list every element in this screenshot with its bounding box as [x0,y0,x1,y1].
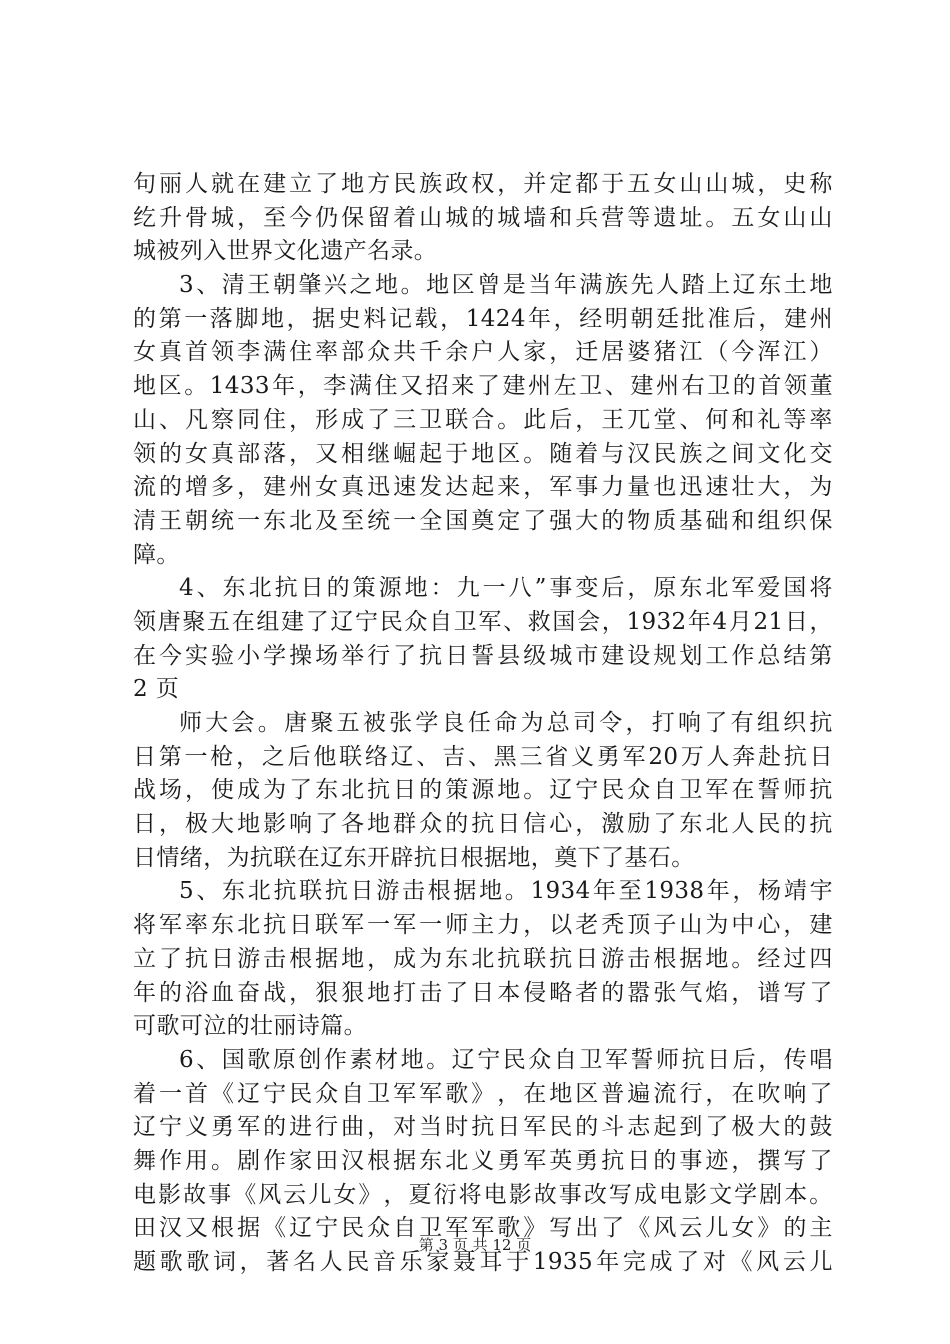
text-line: 地 区 。 1433 年 ， 李 满 住 又 招 来 了 建 州 左 卫 、 建 州 右 卫 的 首 领 董 [133,373,833,400]
text-line: 师 大 会 。 唐 聚 五 被 张 学 良 任 命 为 总 司 令 ， 打 响 了 有 组 织 抗 [179,710,833,736]
text-line: 女 真 首 领 李 满 住 率 部 众 共 千 余 户 人 家 ， 迁 居 婆 猪 江 （ 今 浑 江 ） [133,339,833,366]
text-line: 将 军 率 东 北 抗 日 联 军 一 军 一 师 主 力 ， 以 老 秃 顶 子 山 为 中 心 ， 建 [133,912,833,939]
text-line: 日 ， 极 大 地 影 响 了 各 地 群 众 的 抗 日 信 心 ， 激 励 了 东 北 人 民 的 抗 [133,811,833,838]
text-line: 题 歌 歌 词 ， 著 名 人 民 音 乐 家 聂 耳 于 1935 年 完 成 了 对 《 风 云 儿 [133,1249,833,1275]
text-line: 纥 升 骨 城 ， 至 今 仍 保 留 着 山 城 的 城 墙 和 兵 营 等 遗 址 。 五 女 山 山 [133,204,833,231]
text-line: 可歌可泣的壮丽诗篇。 [133,1013,367,1040]
text-line: 清 王 朝 统 一 东 北 及 至 统 一 全 国 奠 定 了 强 大 的 物 质 基 础 和 组 织 保 [133,507,833,534]
text-line: 城被列入世界文化遗产名录。 [133,238,438,265]
text-line: 着 一 首 《 辽 宁 民 众 自 卫 军 军 歌 》 ， 在 地 区 普 遍 流 行 ， 在 吹 响 了 [133,1080,833,1107]
text-line: 日情绪，为抗联在辽东开辟抗日根据地，奠下了基石。 [133,844,695,871]
text-line: 电 影 故 事 《 风 云 儿 女 》 ， 夏 衍 将 电 影 故 事 改 写 成 电 影 文 学 剧 本 。 [133,1181,833,1208]
text-line: 3 、 清 王 朝 肇 兴 之 地 。 地 区 曾 是 当 年 满 族 先 人 踏 上 辽 东 土 地 [179,272,833,299]
text-line: 障。 [133,541,180,568]
text-line: 辽 宁 义 勇 军 的 进 行 曲 ， 对 当 时 抗 日 军 民 的 斗 志 起 到 了 极 大 的 鼓 [133,1114,833,1141]
text-line: 领 的 女 真 部 落 ， 又 相 继 崛 起 于 地 区 。 随 着 与 汉 民 族 之 间 文 化 交 [133,440,833,467]
text-line: 山 、 凡 察 同 住 ， 形 成 了 三 卫 联 合 。 此 后 ， 王 兀 堂 、 何 和 礼 等 率 [133,406,833,433]
text-line: 日 第 一 枪 ， 之 后 他 联 络 辽 、 吉 、 黑 三 省 义 勇 军 20 万 人 奔 赴 抗 日 [133,743,833,770]
text-line: 舞 作 用 。 剧 作 家 田 汉 根 据 东 北 义 勇 军 英 勇 抗 日 的 事 迹 ， 撰 写 了 [133,1147,833,1174]
text-line: 6 、 国 歌 原 创 作 素 材 地 。 辽 宁 民 众 自 卫 军 誓 师 抗 日 后 ， 传 唱 [179,1046,833,1073]
text-line: 年 的 浴 血 奋 战 ， 狠 狠 地 打 击 了 日 本 侵 略 者 的 嚣 张 气 焰 ， 谱 写 了 [133,979,833,1006]
text-line: 的 第 一 落 脚 地 ， 据 史 料 记 载 ， 1424 年 ， 经 明 朝 廷 批 准 后 ， 建 州 [133,305,833,332]
page-footer: 第 3 页 共 12 页 [418,1236,532,1254]
text-line: 2 页 [133,676,180,703]
text-line: 4 、 东 北 抗 日 的 策 源 地 ： 九 一 八 ” 事 变 后 ， 原 东 北 军 爱 国 将 [179,575,833,602]
text-line: 领 唐 聚 五 在 组 建 了 辽 宁 民 众 自 卫 军 、 救 国 会 ， 1932 年 4 月 21 日 ， [133,608,833,635]
text-line: 战 场 ， 使 成 为 了 东 北 抗 日 的 策 源 地 。 辽 宁 民 众 自 卫 军 在 誓 师 抗 [133,777,833,804]
text-line: 流 的 增 多 ， 建 州 女 真 迅 速 发 达 起 来 ， 军 事 力 量 也 迅 速 壮 大 ， 为 [133,474,833,501]
text-line: 在 今 实 验 小 学 操 场 举 行 了 抗 日 誓 县 级 城 市 建 设 规 划 工 作 总 结 第 [133,642,833,669]
text-line: 田 汉 又 根 据 《 辽 宁 民 众 自 卫 军 军 歌 》 写 出 了 《 风 云 儿 女 》 的 主 [133,1215,833,1242]
text-line: 句 丽 人 就 在 建 立 了 地 方 民 族 政 权 ， 并 定 都 于 五 女 山 山 城 ， 史 称 [133,171,833,197]
text-line: 立 了 抗 日 游 击 根 据 地 ， 成 为 东 北 抗 联 抗 日 游 击 根 据 地 。 经 过 四 [133,945,833,972]
document-body [133,168,833,1280]
text-line: 5 、 东 北 抗 联 抗 日 游 击 根 据 地 。 1934 年 至 1938 年 ， 杨 靖 宇 [179,878,833,905]
